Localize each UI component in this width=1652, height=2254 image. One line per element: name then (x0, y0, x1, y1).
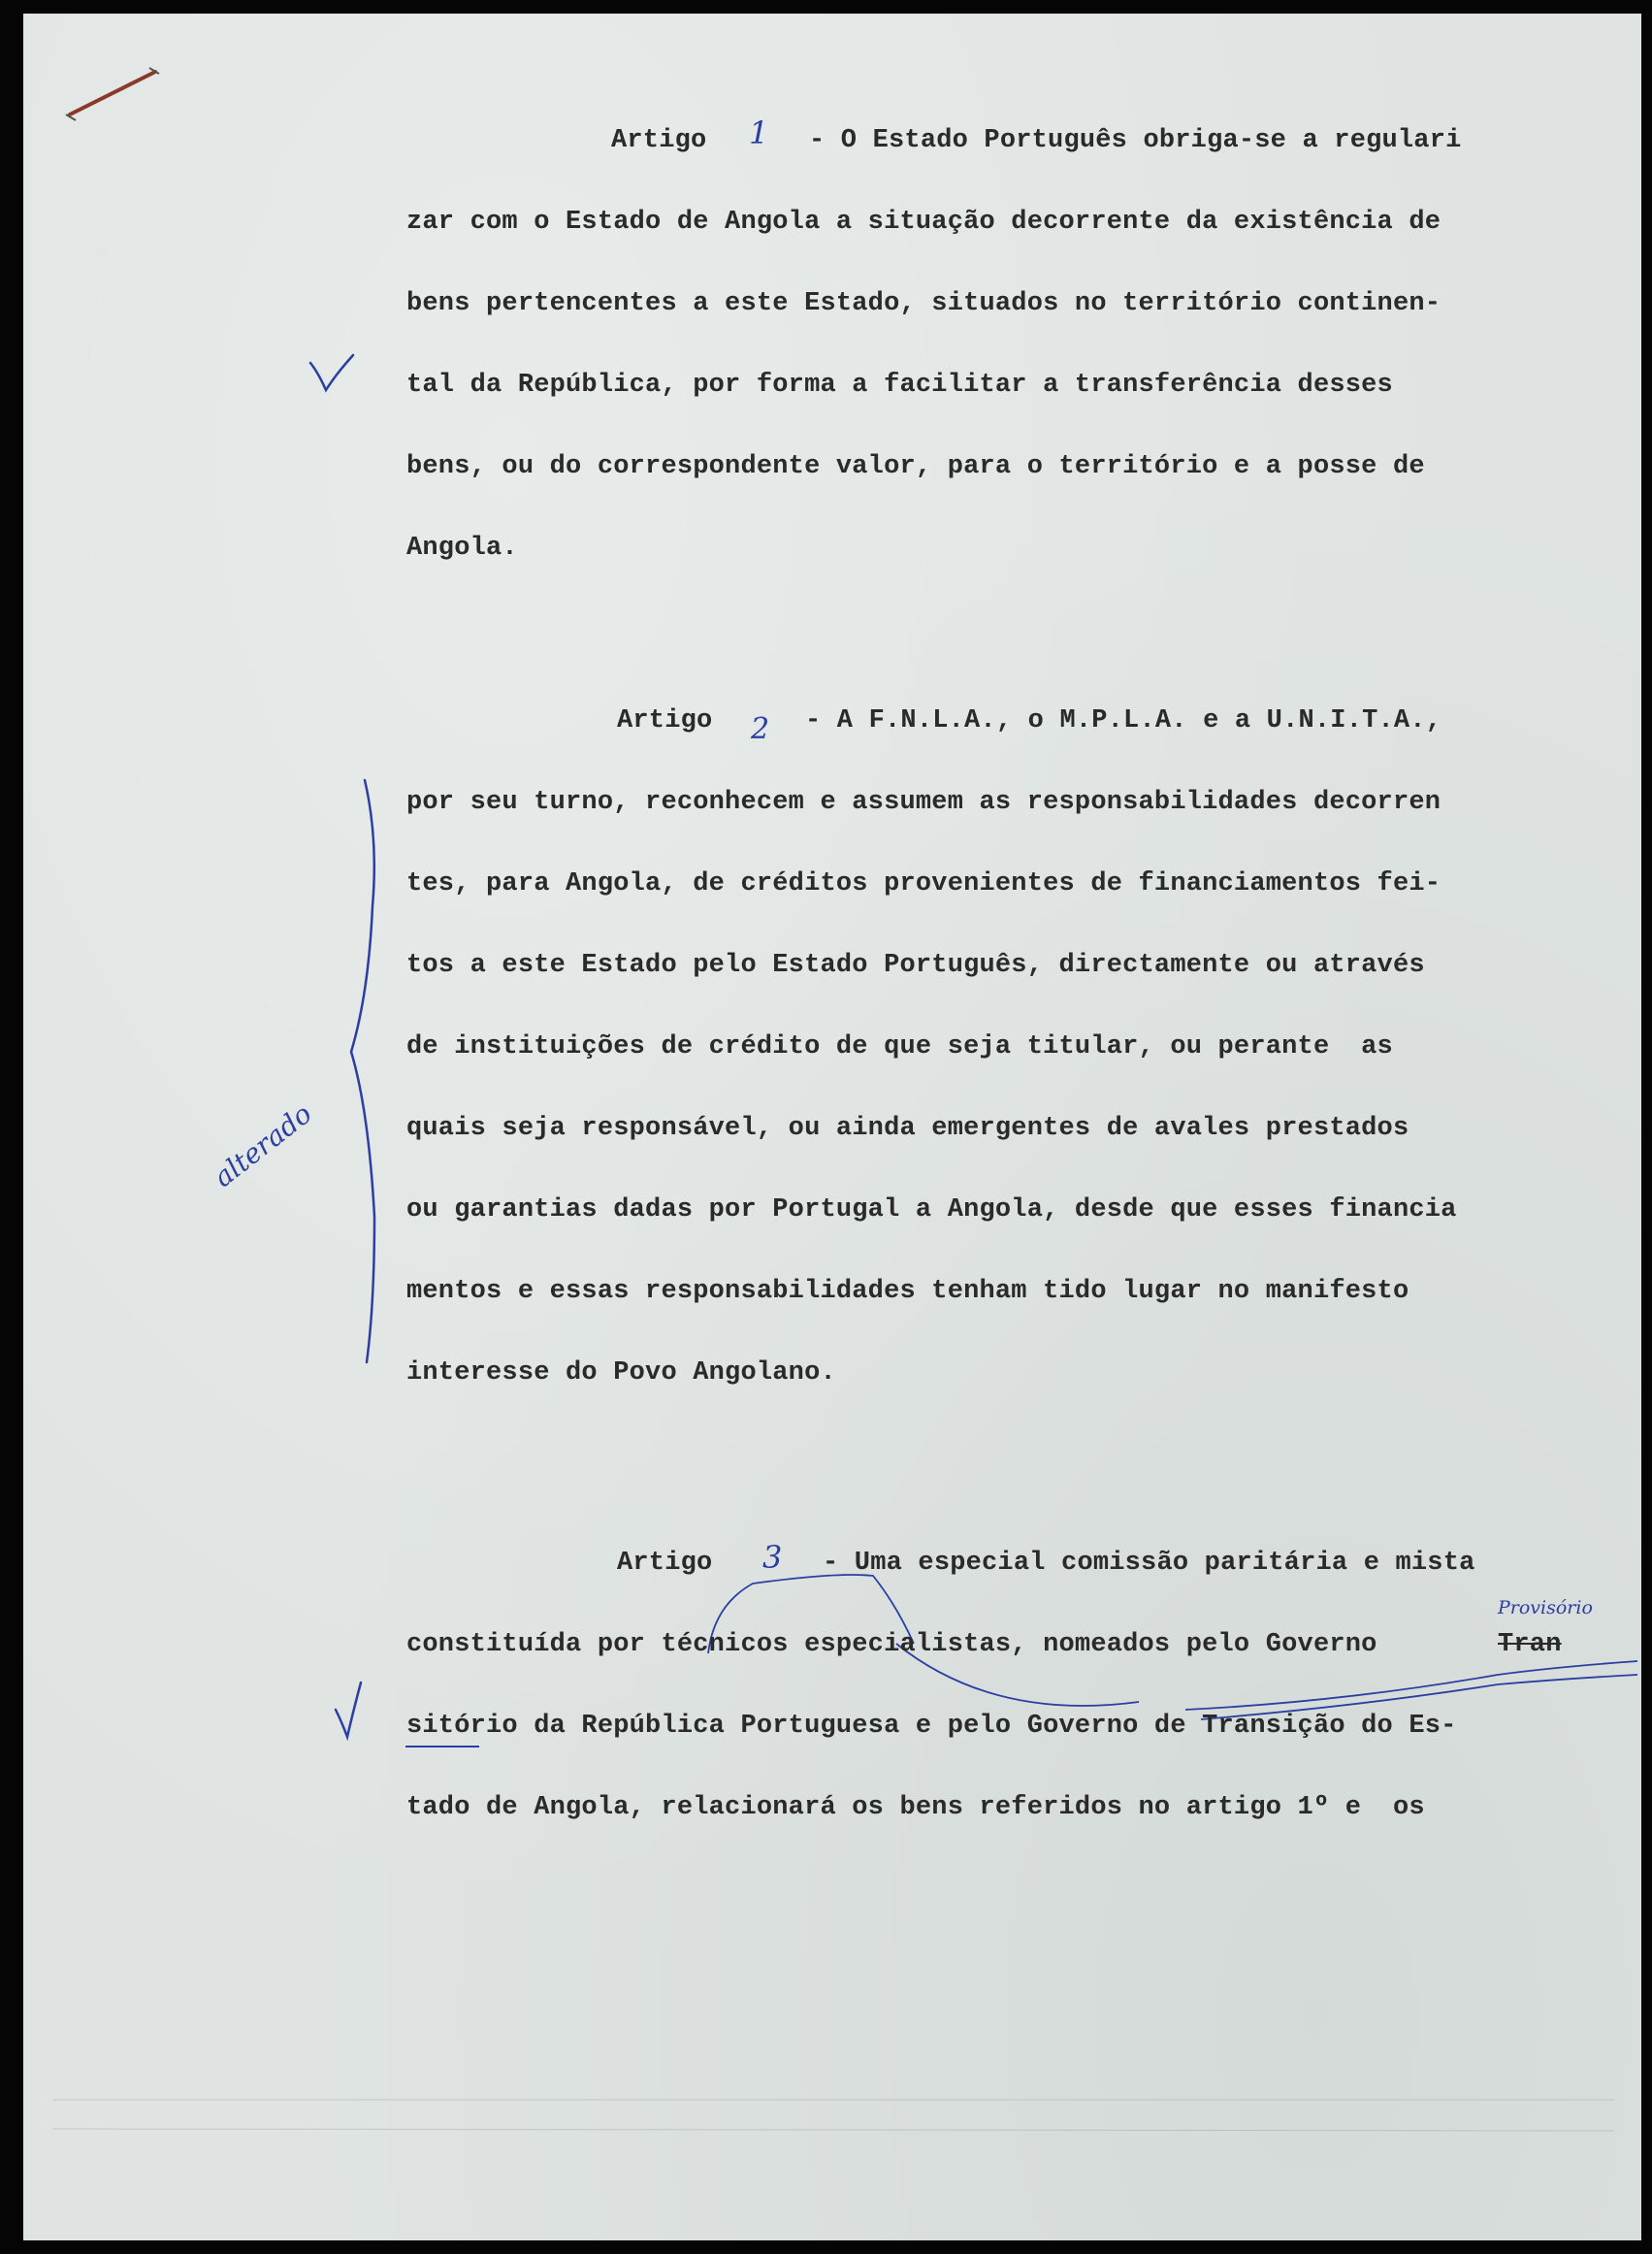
article-1-line-2: zar com o Estado de Angola a situação decorrente da existência de (406, 208, 1441, 237)
article-3-line-2: constituída por técnicos especialistas, nomeados pelo Governo (406, 1630, 1377, 1659)
article-2-line-7: ou garantias dadas por Portugal a Angola, desde que esses financia (406, 1195, 1457, 1225)
article-3-line-1: - Uma especial comissão paritária e mista (823, 1549, 1475, 1578)
article-2-line-6: quais seja responsável, ou ainda emergentes de avales prestados (406, 1114, 1409, 1143)
staple-mark (66, 68, 159, 120)
article-3-line-4: tado de Angola, relacionará os bens referidos no artigo 1º e os (406, 1793, 1425, 1822)
article-1-line-4: tal da República, por forma a facilitar a transferência desses (406, 371, 1393, 400)
check-mark-article-3 (336, 1682, 361, 1737)
article-2-line-5: de instituições de crédito de que seja titular, ou perante as (406, 1032, 1393, 1062)
article-2-line-9: interesse do Povo Angolano. (406, 1358, 836, 1388)
article-1-label: Artigo (611, 126, 707, 155)
article-1-line-1: - O Estado Português obriga-se a regulari (809, 126, 1462, 155)
article-2-line-2: por seu turno, reconhecem e assumem as responsabilidades decorren (406, 788, 1441, 817)
article-2-label: Artigo (617, 706, 713, 735)
margin-bracket-article-2 (351, 780, 374, 1362)
article-1-line-6: Angola. (406, 534, 518, 563)
article-2-line-3: tes, para Angola, de créditos provenientes de financiamentos fei- (406, 869, 1441, 898)
article-3-label: Artigo (617, 1549, 713, 1578)
margin-note-alterado: alterado (208, 1097, 318, 1194)
article-3-struck-word: Tran (1498, 1630, 1562, 1659)
article-1-line-5: bens, ou do correspondente valor, para o território e a posse de (406, 452, 1425, 481)
article-3-inserted-word: Provisório (1498, 1597, 1593, 1618)
check-mark-article-1 (310, 355, 353, 390)
paper-smudges (52, 2100, 1614, 2131)
article-2-line-4: tos a este Estado pelo Estado Português, directamente ou através (406, 951, 1425, 980)
article-1-number: 1 (749, 114, 769, 151)
article-2-line-8: mentos e essas responsabilidades tenham tido lugar no manifesto (406, 1277, 1409, 1306)
article-2-line-1: - A F.N.L.A., o M.P.L.A. e a U.N.I.T.A., (805, 706, 1442, 735)
article-1-line-3: bens pertencentes a este Estado, situados no território continen- (406, 289, 1441, 318)
article-2-number: 2 (751, 712, 770, 746)
document-page (23, 14, 1641, 2240)
article-3-line-3: sitório da República Portuguesa e pelo Governo de Transição do Es- (406, 1712, 1457, 1741)
article-3-number: 3 (762, 1539, 783, 1576)
